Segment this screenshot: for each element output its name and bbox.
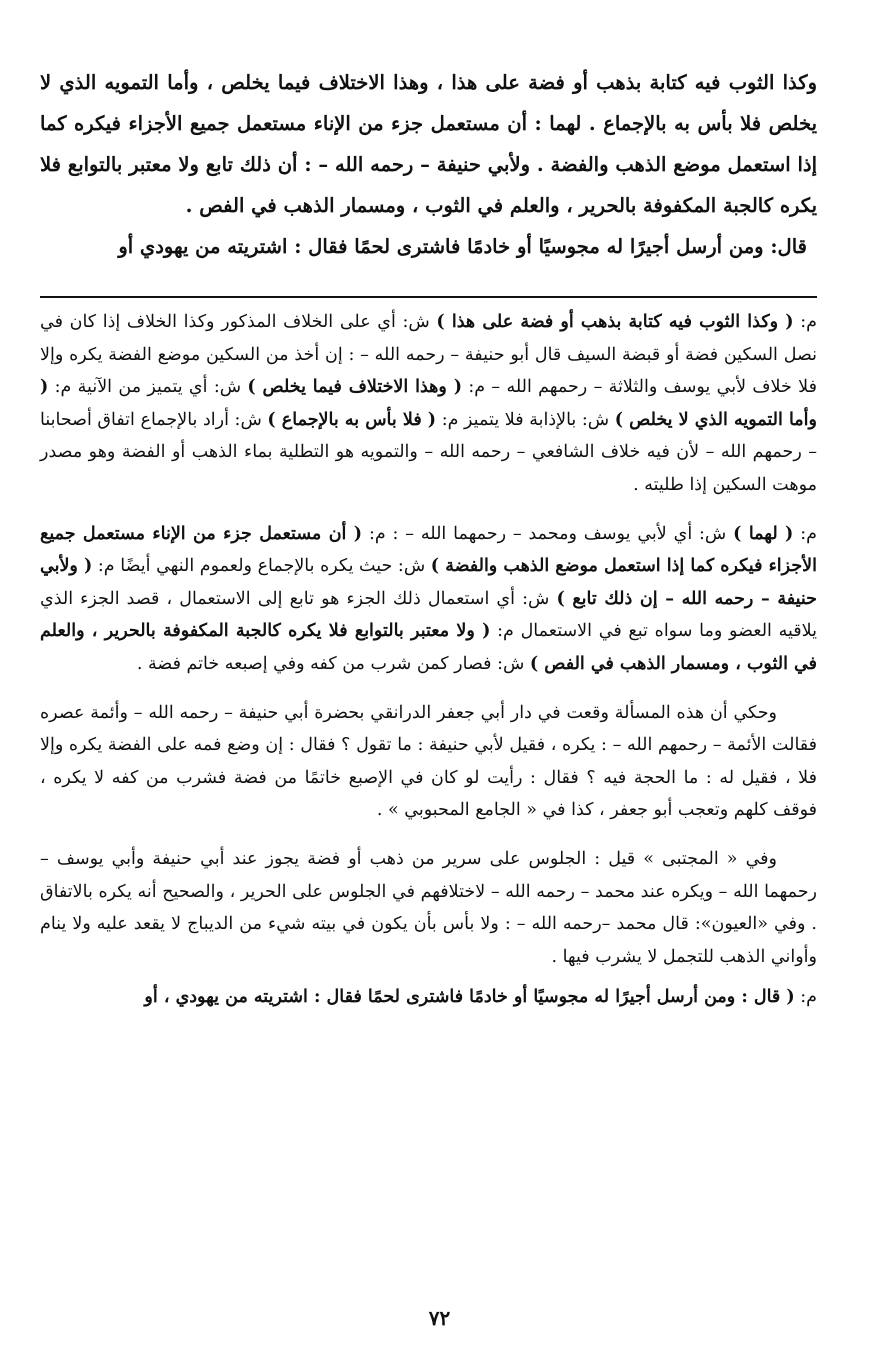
commentary-text: ش: بالإذابة فلا يتميز م: bbox=[441, 409, 610, 430]
matn-marker: م: bbox=[800, 312, 817, 332]
quoted-text: ( قال : ومن أرسل أجيرًا له مجوسيًا أو خادمًا فاشترى لحمًا فقال : اشتريته من يهودي ، أو bbox=[144, 987, 795, 1008]
quoted-text: ( وأما التمويه الذي لا يخلص ) bbox=[40, 377, 817, 430]
quoted-text: ( وكذا الثوب فيه كتابة بذهب أو فضة على هذا ) bbox=[436, 312, 794, 332]
commentary-text: ش: فصار كمن شرب من كفه وفي إصبعه خاتم فضة . bbox=[136, 653, 525, 674]
quoted-text: ( أن مستعمل جزء من الإناء مستعمل جميع الأجزاء فيكره كما إذا استعمل موضع الذهب والفضة ) bbox=[40, 523, 817, 577]
quoted-text: ( فلا بأس به بالإجماع ) bbox=[267, 409, 437, 430]
commentary-text: ش: أي على الخلاف المذكور وكذا الخلاف إذا كان في نصل السكين فضة أو قبضة السيف قال أبو حنيفة – رحمه الله – : إن أخذ من السكين موضع الفضة يكره وإلا فلا خلاف لأبي يوسف والثلاثة – رحمهم الله – م: bbox=[40, 312, 817, 398]
commentary-paragraph bbox=[40, 981, 817, 1014]
commentary-paragraph: وفي « المجتبى » قيل : الجلوس على سرير من ذهب أو فضة يجوز عند أبي حنيفة وأبي يوسف – رحمهما الله – ويكره عند محمد – رحمه الله – لاختلافهم في الجلوس على الحرير ، والصحيح أنه يكره بالاتفاق . وفي «العيون»: قال محمد –رحمه الله – : ولا بأس بأن يكون في بيته شيء من الديباج لا يقعد عليه ولا ينام وأواني الذهب للتجمل لا يشرب فيها . bbox=[40, 848, 817, 967]
quoted-text: ( ولا معتبر بالتوابع فلا يكره كالجبة المكفوفة بالحرير ، والعلم في الثوب ، ومسمار الذهب في الفص ) bbox=[40, 621, 817, 674]
commentary-text: ش: حيث يكره بالإجماع ولعموم النهي أيضًا م: bbox=[97, 556, 426, 577]
main-text-paragraph: قال: ومن أرسل أجيرًا له مجوسيًا أو خادمًا فاشترى لحمًا فقال : اشتريته من يهودي أو bbox=[118, 235, 807, 258]
commentary-text: ش: أي لأبي يوسف ومحمد – رحمهما الله – : م: bbox=[368, 523, 727, 544]
page-number: ٧٢ bbox=[428, 1306, 451, 1330]
main-text-block bbox=[40, 62, 817, 267]
quoted-text: ( وهذا الاختلاف فيما يخلص ) bbox=[247, 377, 462, 398]
main-text-paragraph: وكذا الثوب فيه كتابة بذهب أو فضة على هذا ، وهذا الاختلاف فيما يخلص ، وأما التمويه الذي لا يخلص فلا بأس به بالإجماع . لهما : أن مستعمل جزء من الإناء مستعمل جميع الأجزاء فيكره كما إذا استعمل موضع الذهب والفضة . ولأبي حنيفة – رحمه الله – : أن ذلك تابع ولا معتبر بالتوابع فلا يكره كالجبة المكفوفة بالحرير ، والعلم في الثوب ، ومسمار الذهب في الفص . bbox=[40, 71, 817, 217]
matn-marker: م: bbox=[800, 523, 817, 544]
commentary-paragraph bbox=[40, 518, 817, 681]
separator-line bbox=[40, 296, 817, 298]
matn-marker: م: bbox=[800, 987, 817, 1008]
commentary-text: ش: أي استعمال ذلك الجزء هو تابع إلى الاستعمال ، قصد الجزء الذي يلاقيه العضو وما سواه تبع في الاستعمال م: bbox=[40, 588, 817, 642]
commentary-paragraph: وحكي أن هذه المسألة وقعت في دار أبي جعفر الدرانقي بحضرة أبي حنيفة – رحمه الله – وأئمة عصره فقالت الأئمة – رحمهم الله – : يكره ، فقيل لأبي حنيفة : ما تقول ؟ فقال : إن وضع فمه على الفضة يكره وإلا فلا ، فقيل له : ما الحجة فيه ؟ فقال : رأيت لو كان في الإصبع خاتمًا من فضة فشرب من كفه لا يكره ، فوقف كلهم وتعجب أبو جعفر ، كذا في « الجامع المحبوبي » . bbox=[40, 702, 817, 821]
commentary-paragraph bbox=[40, 306, 817, 502]
commentary-text: ش: أي يتميز من الآنية م: bbox=[54, 377, 242, 398]
quoted-text: ( لهما ) bbox=[733, 523, 794, 544]
commentary-block bbox=[40, 306, 817, 1014]
commentary-text: ش: أراد بالإجماع اتفاق أصحابنا – رحمهم الله – لأن فيه خلاف الشافعي – رحمه الله – والتمويه هو التطلية بماء الذهب أو الفضة وهو مصدر موهت السكين إذا طليته . bbox=[40, 409, 817, 495]
quoted-text: ( ولأبي حنيفة – رحمه الله – إن ذلك تابع ) bbox=[40, 556, 817, 609]
